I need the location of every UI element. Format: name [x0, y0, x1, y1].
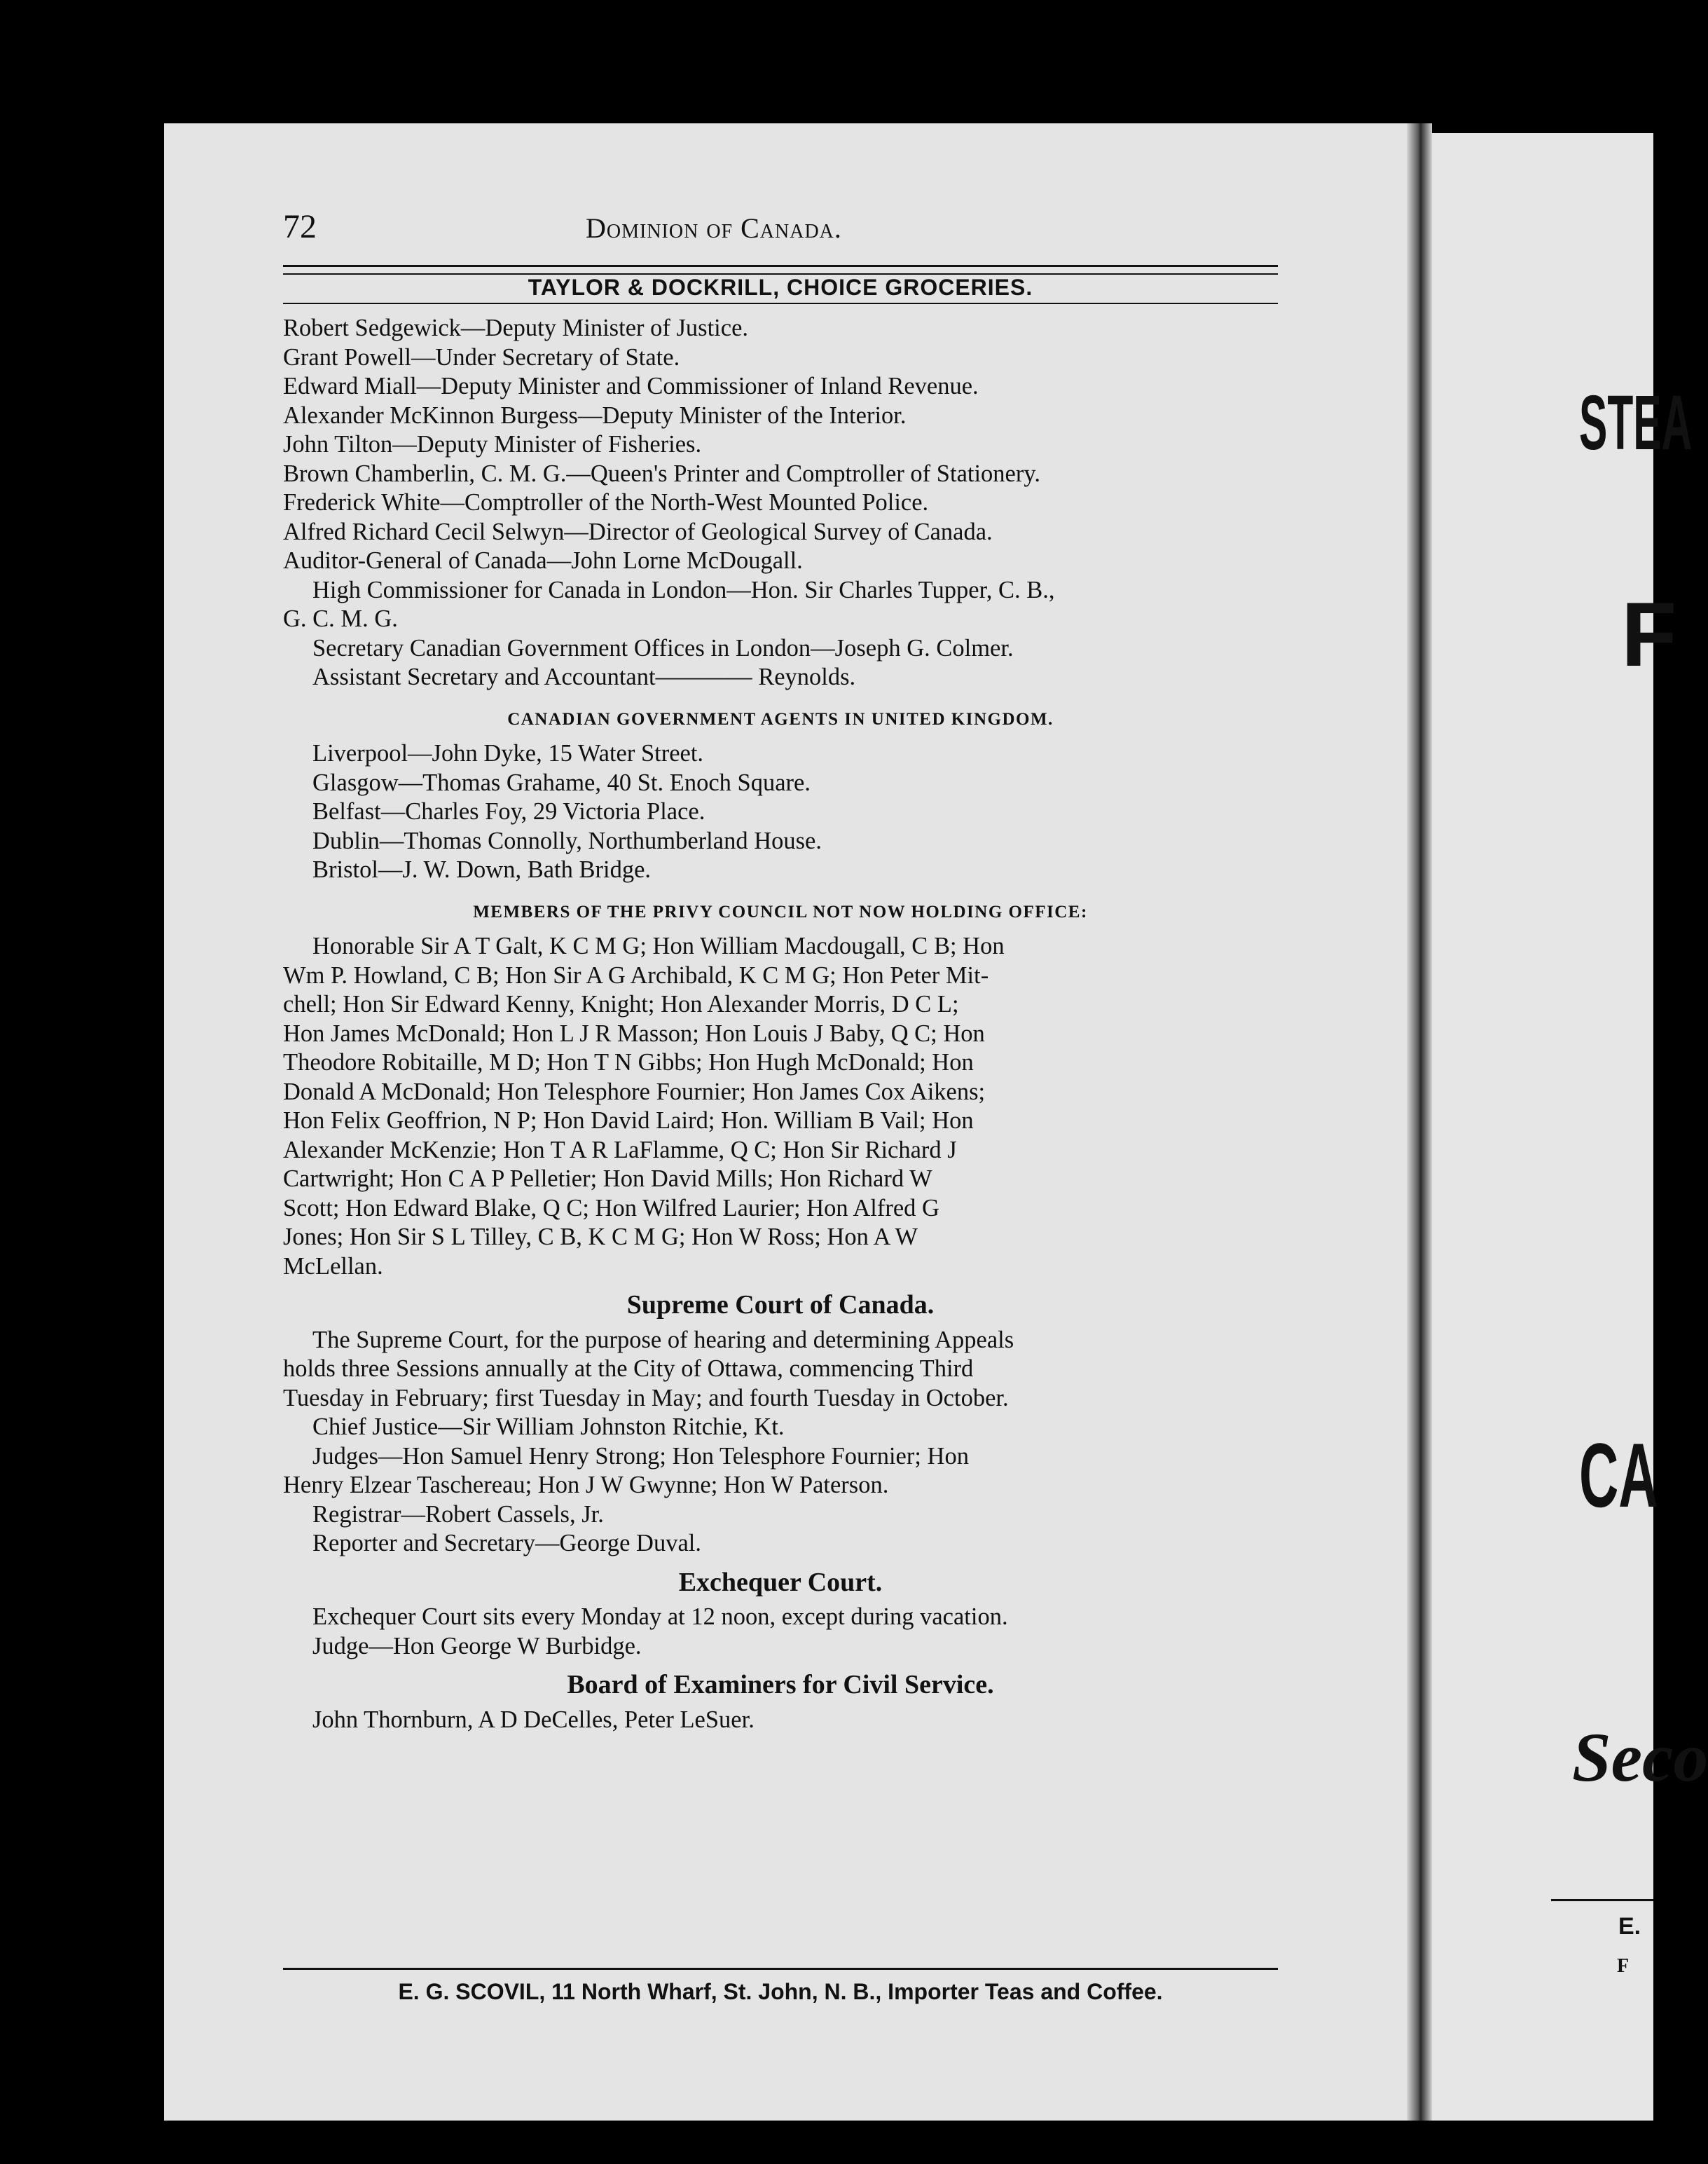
london-offices: [283, 634, 1278, 692]
official-line: Edward Miall—Deputy Minister and Commissioner of Inland Revenue.: [283, 373, 979, 399]
officials-list: [283, 314, 1278, 576]
book-page-right-edge: [1432, 133, 1708, 2121]
agents-list: [283, 739, 1278, 885]
exchequer-heading: Exchequer Court.: [678, 1567, 883, 1597]
book-gutter: [1407, 123, 1432, 2121]
london-office-line: Assistant Secretary and Accountant———— Reynolds.: [312, 664, 856, 690]
facing-page-fragment-letter: F: [1621, 583, 1677, 685]
examiners-members: John Thornburn, A D DeCelles, Peter LeSuer.: [312, 1706, 755, 1733]
privy-council-line: Donald A McDonald; Hon Telesphore Fournier; Hon James Cox Aikens;: [283, 1078, 986, 1105]
footer-rule: [283, 1968, 1278, 1970]
facing-page-rule: [1551, 1899, 1653, 1901]
advert-banner-bottom: E. G. SCOVIL, 11 North Wharf, St. John, N. B., Importer Teas and Coffee.: [398, 1979, 1163, 2004]
official-line: Alexander McKinnon Burgess—Deputy Minister of the Interior.: [283, 402, 907, 429]
privy-council-line: Honorable Sir A T Galt, K C M G; Hon William Macdougall, C B; Hon: [312, 933, 1005, 959]
agent-line: Dublin—Thomas Connolly, Northumberland House.: [312, 827, 822, 854]
judges-line: Judges—Hon Samuel Henry Strong; Hon Telesphore Fournier; Hon: [312, 1442, 969, 1470]
privy-council-line: Scott; Hon Edward Blake, Q C; Hon Wilfred Laurier; Hon Alfred G: [283, 1194, 939, 1221]
privy-council-line: Alexander McKenzie; Hon T A R LaFlamme, Q C; Hon Sir Richard J: [283, 1136, 957, 1163]
privy-council-line: McLellan.: [283, 1252, 383, 1280]
official-line: Grant Powell—Under Secretary of State.: [283, 343, 680, 371]
privy-council-line: Hon James McDonald; Hon L J R Masson; Hon Louis J Baby, Q C; Hon: [283, 1020, 985, 1047]
page-number: 72: [283, 208, 317, 245]
official-line: John Tilton—Deputy Minister of Fisheries.: [283, 431, 702, 458]
privy-council-line: Theodore Robitaille, M D; Hon T N Gibbs; Hon Hugh McDonald; Hon: [283, 1049, 974, 1076]
agents-heading: CANADIAN GOVERNMENT AGENTS IN UNITED KINGDOM.: [507, 709, 1054, 729]
running-title: Dominion of Canada.: [586, 212, 842, 244]
high-commissioner-line: High Commissioner for Canada in London—Hon. Sir Charles Tupper, C. B.,: [312, 576, 1055, 603]
official-line: Auditor-General of Canada—John Lorne McDougall.: [283, 547, 803, 574]
book-page-left: [164, 123, 1418, 2121]
page-body: [283, 314, 1278, 1734]
facing-page-fragment-script: Seco: [1572, 1718, 1708, 1796]
examiners-heading: Board of Examiners for Civil Service.: [567, 1670, 994, 1699]
registrar: Registrar—Robert Cassels, Jr.: [312, 1500, 604, 1528]
supreme-court-line: Tuesday in February; first Tuesday in May; and fourth Tuesday in October.: [283, 1384, 1009, 1411]
privy-council-line: Cartwright; Hon C A P Pelletier; Hon David Mills; Hon Richard W: [283, 1165, 932, 1192]
official-line: Alfred Richard Cecil Selwyn—Director of Geological Survey of Canada.: [283, 518, 993, 545]
running-head: [283, 200, 1278, 270]
supreme-court-text: [283, 1326, 1278, 1559]
exchequer-line: Exchequer Court sits every Monday at 12 noon, except during vacation.: [312, 1603, 1008, 1630]
supreme-court-heading: Supreme Court of Canada.: [626, 1290, 935, 1320]
high-commissioner: [283, 576, 1278, 634]
official-line: Frederick White—Comptroller of the North-West Mounted Police.: [283, 489, 929, 516]
privy-council-heading: MEMBERS OF THE PRIVY COUNCIL NOT NOW HOLDING OFFICE:: [473, 902, 1088, 922]
high-commissioner-line: G. C. M. G.: [283, 605, 398, 632]
advert-banner-top: TAYLOR & DOCKRILL, CHOICE GROCERIES.: [528, 275, 1033, 300]
reporter: Reporter and Secretary—George Duval.: [312, 1530, 701, 1556]
facing-page-fragment-footer: E.: [1618, 1913, 1641, 1940]
privy-council-list: [283, 932, 1278, 1281]
chief-justice: Chief Justice—Sir William Johnston Ritchie, Kt.: [312, 1413, 785, 1440]
exchequer-line: Judge—Hon George W Burbidge.: [312, 1632, 642, 1659]
official-line: Robert Sedgewick—Deputy Minister of Justice.: [283, 315, 749, 341]
official-line: Brown Chamberlin, C. M. G.—Queen's Printer and Comptroller of Stationery.: [283, 460, 1040, 487]
london-office-line: Secretary Canadian Government Offices in London—Joseph G. Colmer.: [312, 634, 1014, 662]
agent-line: Liverpool—John Dyke, 15 Water Street.: [312, 740, 704, 767]
agent-line: Belfast—Charles Foy, 29 Victoria Place.: [312, 798, 705, 825]
facing-page-fragment-top: STEA: [1579, 380, 1693, 466]
supreme-court-line: The Supreme Court, for the purpose of hearing and determining Appeals: [312, 1326, 1014, 1353]
privy-council-line: chell; Hon Sir Edward Kenny, Knight; Hon Alexander Morris, D C L;: [283, 991, 959, 1018]
exchequer-text: [283, 1603, 1278, 1661]
facing-page-fragment-last: F: [1617, 1955, 1630, 1977]
header-rule: [283, 265, 1278, 267]
privy-council-line: Wm P. Howland, C B; Hon Sir A G Archibald, K C M G; Hon Peter Mit-: [283, 961, 989, 989]
agent-line: Bristol—J. W. Down, Bath Bridge.: [312, 856, 652, 883]
privy-council-line: Jones; Hon Sir S L Tilley, C B, K C M G; Hon W Ross; Hon A W: [283, 1224, 918, 1250]
agent-line: Glasgow—Thomas Grahame, 40 St. Enoch Square.: [312, 769, 811, 796]
supreme-court-line: holds three Sessions annually at the City of Ottawa, commencing Third: [283, 1355, 974, 1382]
banner-rule: [283, 303, 1278, 304]
facing-page-fragment-middle: CA: [1579, 1424, 1658, 1526]
privy-council-line: Hon Felix Geoffrion, N P; Hon David Laird; Hon. William B Vail; Hon: [283, 1107, 974, 1134]
judges-line: Henry Elzear Taschereau; Hon J W Gwynne; Hon W Paterson.: [283, 1472, 889, 1498]
